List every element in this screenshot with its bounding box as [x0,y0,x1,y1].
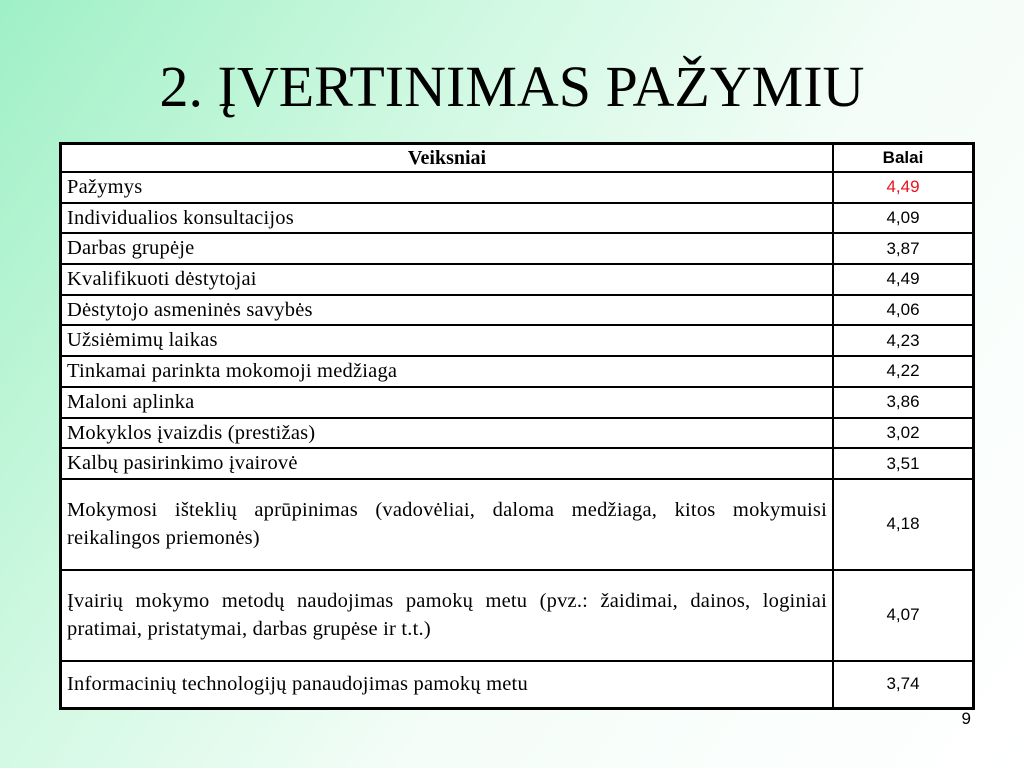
table-row [61,570,973,661]
score-cell: 4,18 [833,479,973,570]
factor-cell: Informacinių technologijų panaudojimas pamokų metu [61,661,833,708]
table-row [61,264,973,295]
table-row [61,203,973,234]
factor-cell: Užsiėmimų laikas [61,325,833,356]
table-row [61,233,973,264]
table-row [61,448,973,479]
score-cell: 3,86 [833,387,973,418]
score-cell: 4,22 [833,356,973,387]
score-cell: 4,23 [833,325,973,356]
factor-cell: Kalbų pasirinkimo įvairovė [61,448,833,479]
factor-cell: Pažymys [61,172,833,203]
slide-title: 2. ĮVERTINIMAS PAŽYMIU [159,54,865,119]
score-cell: 4,49 [833,172,973,203]
factor-cell: Darbas grupėje [61,233,833,264]
factor-cell: Mokyklos įvaizdis (prestižas) [61,418,833,449]
factor-cell: Maloni aplinka [61,387,833,418]
table-row [61,661,973,708]
score-cell: 3,74 [833,661,973,708]
factor-cell: Tinkamai parinkta mokomoji medžiaga [61,356,833,387]
scores-table-container [59,142,971,710]
table-header-row [61,144,973,172]
table-row [61,387,973,418]
score-column-header: Balai [833,144,973,172]
score-cell: 4,07 [833,570,973,661]
factor-cell: Mokymosi išteklių aprūpinimas (vadovėliai, daloma medžiaga, kitos mokymuisi reikalingos priemonės) [61,479,833,570]
table-row [61,479,973,570]
score-cell: 4,09 [833,203,973,234]
scores-table [59,142,975,710]
factor-cell: Individualios konsultacijos [61,203,833,234]
score-cell: 3,02 [833,418,973,449]
factor-cell: Įvairių mokymo metodų naudojimas pamokų metu (pvz.: žaidimai, dainos, loginiai pratimai, pristatymai, darbas grupėse ir t.t.) [61,570,833,661]
table-row [61,325,973,356]
score-cell: 4,49 [833,264,973,295]
page-number: 9 [961,709,971,728]
factor-cell: Dėstytojo asmeninės savybės [61,295,833,326]
score-cell: 4,06 [833,295,973,326]
factor-cell: Kvalifikuoti dėstytojai [61,264,833,295]
table-row [61,295,973,326]
table-row [61,356,973,387]
table-row [61,172,973,203]
table-row [61,418,973,449]
factor-column-header: Veiksniai [61,144,833,172]
score-cell: 3,51 [833,448,973,479]
score-cell: 3,87 [833,233,973,264]
